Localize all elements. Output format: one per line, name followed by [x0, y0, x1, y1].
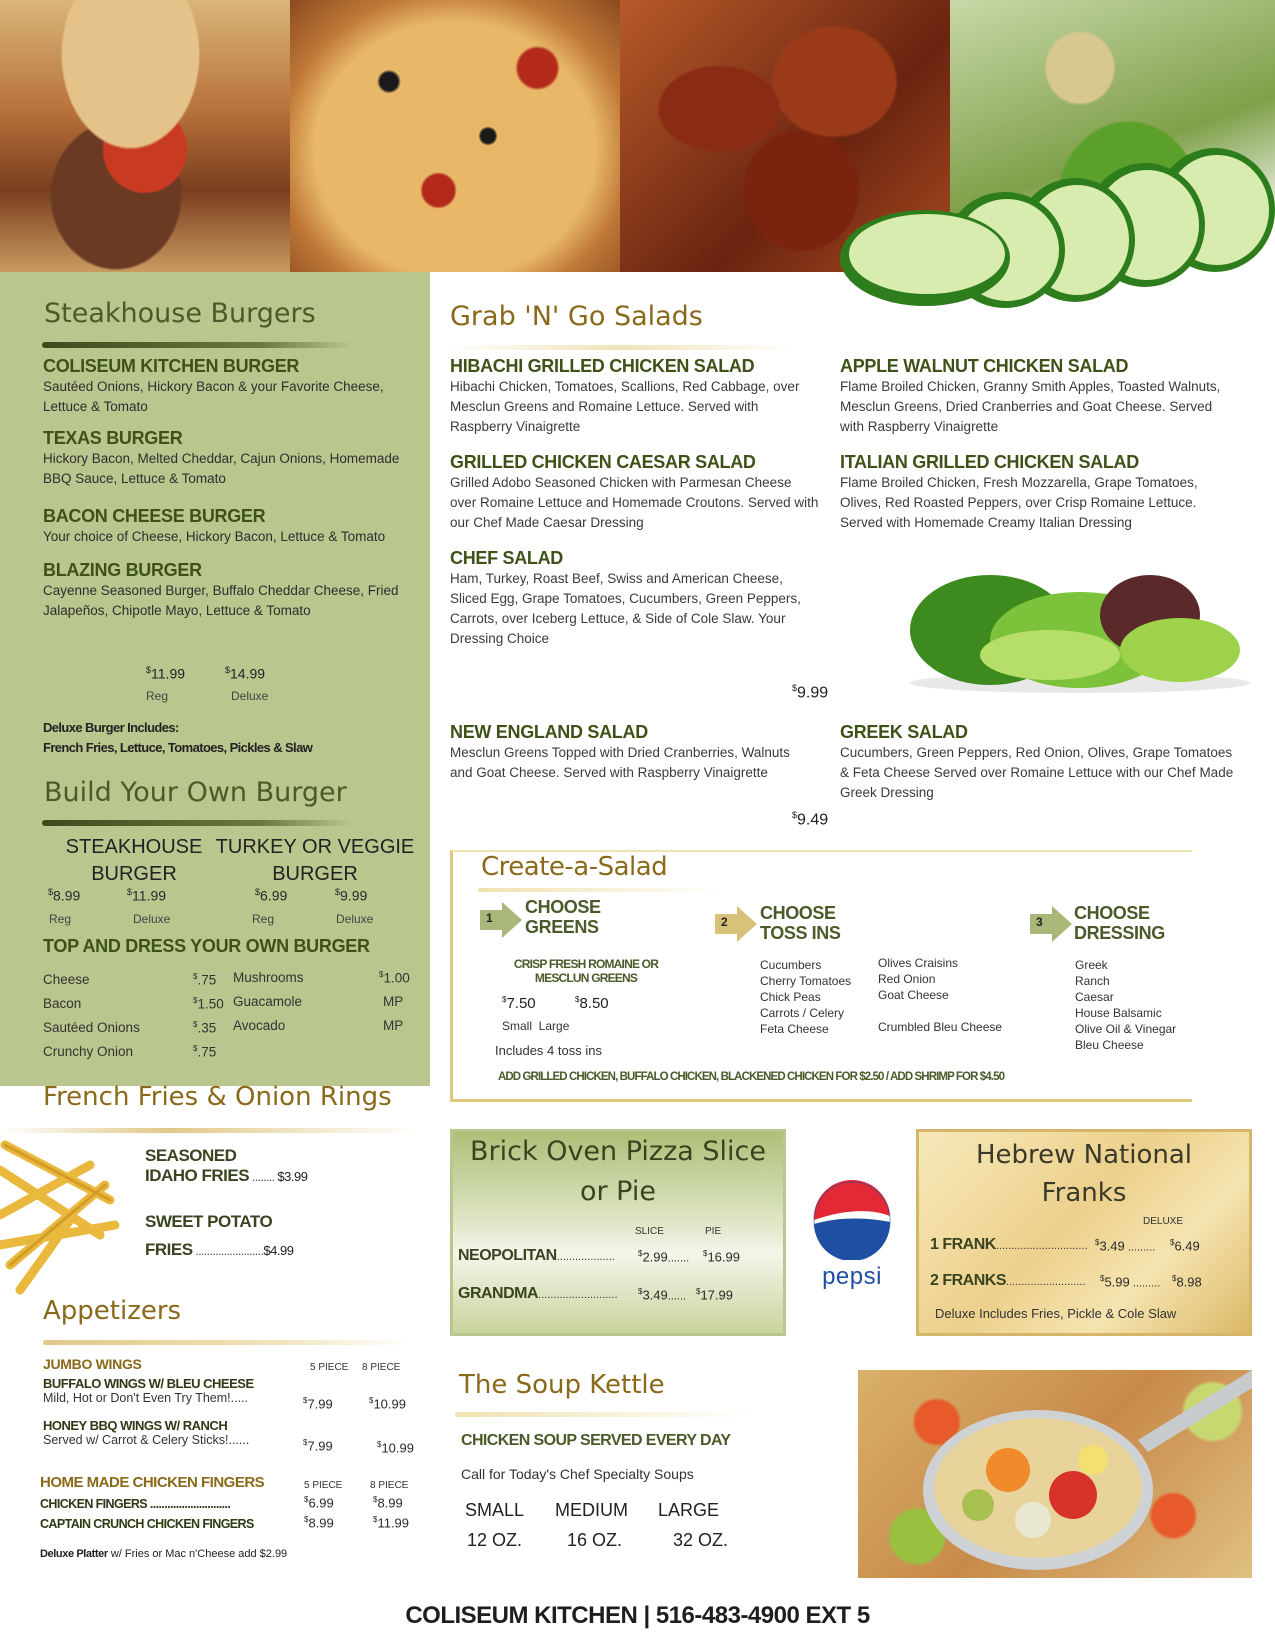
soup-oz: 16 OZ.: [567, 1530, 623, 1550]
step-1-label: [525, 897, 601, 937]
topping-price: 1.50: [197, 996, 224, 1012]
soup-size: MEDIUM: [555, 1500, 628, 1520]
salad-price-1: $9.99: [792, 683, 829, 702]
toss-ins-col2: [878, 955, 1002, 1035]
toss-in-option: Red Onion: [878, 972, 936, 986]
toss-in-option: Feta Cheese: [760, 1022, 829, 1036]
step-2-arrow: [715, 906, 757, 942]
pizza-col-pie: PIE: [705, 1226, 722, 1237]
steakhouse-items: [43, 356, 418, 621]
pizza-name: NEOPOLITAN: [458, 1247, 557, 1264]
topping-name: Sautéed Onions: [43, 1020, 140, 1035]
fries-title: French Fries & Onion Rings: [43, 1082, 392, 1112]
byo-title: Build Your Own Burger: [44, 777, 347, 808]
item-desc: Your choice of Cheese, Hickory Bacon, Lettuce & Tomato: [43, 529, 386, 544]
greens-sizes: Small Large: [502, 1019, 570, 1033]
byo-label-deluxe: Deluxe: [133, 912, 171, 926]
step-3-label: [1074, 903, 1165, 943]
frank-row: 2 FRANKS.......................... $5.99 ......... $8.98: [930, 1272, 1202, 1290]
platter-rest: w/ Fries or Mac n'Cheese add $2.99: [107, 1548, 288, 1560]
col-8-piece: 8 PIECE: [370, 1480, 409, 1491]
dressing-options: [1075, 957, 1176, 1053]
step-number: 3: [1036, 915, 1043, 929]
item-name: HIBACHI GRILLED CHICKEN SALAD: [450, 356, 755, 376]
price-8: 11.99: [377, 1515, 410, 1531]
menu-item: [840, 356, 1235, 452]
item-name: BACON CHEESE BURGER: [43, 506, 266, 526]
pizza-name: GRANDMA: [458, 1285, 539, 1302]
price-value: 7.50: [506, 995, 536, 1012]
greens-small-price: $7.50: [502, 995, 536, 1012]
item-desc: Cucumbers, Green Peppers, Red Onion, Olives, Grape Tomatoes & Feta Cheese Served over Romaine Lettuce with our Chef Made Greek Dressing: [840, 745, 1234, 800]
dressing-option: House Balsamic: [1075, 1006, 1162, 1020]
toss-in-option: Goat Cheese: [878, 988, 949, 1002]
greens-large-price: $8.50: [575, 995, 609, 1012]
wing-item: BUFFALO WINGS W/ BLEU CHEESE Mild, Hot or Don't Even Try Them!..... $7.99 $10.99: [43, 1376, 413, 1416]
soup-oz: 32 OZ.: [673, 1530, 729, 1550]
deluxe-includes-list: French Fries, Lettuce, Tomatoes, Pickles & Slaw: [43, 740, 313, 755]
reg-price: 3.49: [1099, 1238, 1125, 1254]
menu-item: [840, 452, 1235, 533]
item-name: CAPTAIN CRUNCH CHICKEN FINGERS: [40, 1517, 254, 1531]
item-name: CHEF SALAD: [450, 548, 563, 568]
price-8: 8.99: [377, 1495, 403, 1511]
topping-price: .75: [197, 1044, 217, 1060]
topping-name: Mushrooms: [233, 970, 304, 985]
pie-price: 16.99: [707, 1249, 740, 1265]
toss-in-option: Cucumbers: [760, 958, 822, 972]
platter-bold: Deluxe Platter: [40, 1548, 108, 1560]
pizza-row: GRANDMA.......................... $3.49...... $17.99: [458, 1285, 733, 1303]
item-price: $3.99: [277, 1169, 308, 1184]
fries-item-seasoned: SEASONED IDAHO FRIES ........ $3.99: [145, 1146, 308, 1185]
franks-title-line: Franks: [1041, 1178, 1127, 1208]
price-value: 11.99: [132, 887, 167, 904]
frank-name: 1 FRANK: [930, 1236, 996, 1253]
topping-name: Avocado: [233, 1018, 286, 1033]
price-value: 9.99: [340, 887, 368, 904]
dressing-option: Ranch: [1075, 974, 1110, 988]
soup-title-rule: [455, 1412, 755, 1417]
item-desc: Mesclun Greens Topped with Dried Cranberries, Walnuts and Goat Cheese. Served with Raspberry Vinaigrette: [450, 745, 790, 780]
soup-line1: CHICKEN SOUP SERVED EVERY DAY: [461, 1432, 731, 1449]
item-name: BLAZING BURGER: [43, 560, 202, 580]
reg-price: 5.99: [1104, 1274, 1130, 1290]
topping-price: .35: [197, 1020, 217, 1036]
topping-name: Crunchy Onion: [43, 1044, 134, 1059]
soup-title: The Soup Kettle: [459, 1370, 665, 1400]
salads-left-column: [450, 356, 820, 649]
price-value: 8.50: [579, 995, 609, 1012]
item-name: CHICKEN FINGERS ............................: [40, 1497, 231, 1511]
soup-oz: 12 OZ.: [467, 1530, 523, 1550]
step-2-label: [760, 903, 841, 943]
byo-label-deluxe: Deluxe: [336, 912, 374, 926]
price-value: 11.99: [151, 665, 186, 682]
chicken-fingers-title: HOME MADE CHICKEN FINGERS: [40, 1474, 265, 1491]
step-label-line: DRESSING: [1074, 923, 1165, 943]
step-label-line: GREENS: [525, 917, 599, 937]
cucumber-slices-image: [815, 140, 1275, 310]
item-name: ITALIAN GRILLED CHICKEN SALAD: [840, 452, 1139, 472]
byo-c1-deluxe-price: $11.99: [127, 887, 167, 904]
byo-label-reg: Reg: [49, 912, 72, 926]
menu-item: [43, 560, 418, 621]
greens-line: MESCLUN GREENS: [534, 971, 638, 985]
price-5: 6.99: [308, 1495, 334, 1511]
topping-row: Sautéed Onions $.35: [43, 1020, 217, 1036]
toss-ins-col1: [760, 957, 851, 1037]
pizza-photo: [290, 0, 620, 272]
pepsi-globe-icon: [812, 1180, 892, 1260]
menu-item: [43, 428, 418, 506]
dressing-option: Greek: [1075, 958, 1108, 972]
heading-line: STEAKHOUSE: [65, 836, 203, 858]
topping-price: .75: [197, 972, 217, 988]
franks-title-line: Hebrew National: [975, 1140, 1193, 1170]
pizza-title-line: Brick Oven Pizza Slice: [470, 1136, 766, 1167]
item-desc: Sautéed Onions, Hickory Bacon & your Favorite Cheese, Lettuce & Tomato: [43, 379, 384, 414]
create-salad-title: Create-a-Salad: [481, 852, 668, 882]
item-desc: Mild, Hot or Don't Even Try Them!.....: [43, 1391, 248, 1405]
heading-line: BURGER: [272, 863, 358, 885]
pie-price: 17.99: [700, 1287, 733, 1303]
soup-size: SMALL: [465, 1500, 525, 1520]
deluxe-price: 6.49: [1174, 1238, 1200, 1254]
byo-c1-reg-price: $8.99: [48, 887, 81, 904]
heading-line: BURGER: [91, 863, 177, 885]
slice-price: 2.99: [642, 1249, 668, 1265]
item-desc: Hibachi Chicken, Tomatoes, Scallions, Red Cabbage, over Mesclun Greens and Romaine Lettuce. Served with Raspberry Vinaigrette: [450, 379, 800, 434]
toss-in-option: Cherry Tomatoes: [760, 974, 852, 988]
step-3-arrow: [1030, 906, 1072, 942]
step-label-line: CHOOSE: [525, 897, 601, 917]
soup-line2: Call for Today's Chef Specialty Soups: [461, 1466, 694, 1482]
burger-photo: [0, 0, 290, 272]
fries-image: [0, 1125, 120, 1295]
item-desc: Served w/ Carrot & Celery Sticks!......: [43, 1433, 250, 1447]
byo-title-rule: [42, 820, 352, 826]
appetizers-title-rule: [43, 1340, 413, 1345]
deluxe-platter-note: [40, 1548, 287, 1560]
toppings-left: [43, 972, 224, 1068]
price-value: 6.99: [260, 887, 288, 904]
item-name: TEXAS BURGER: [43, 428, 183, 448]
soup-size: LARGE: [658, 1500, 720, 1520]
topping-row: [233, 1018, 413, 1042]
toss-in-option: [878, 1003, 1002, 1019]
topping-price: MP: [383, 994, 404, 1009]
add-protein-line: ADD GRILLED CHICKEN, BUFFALO CHICKEN, BLACKENED CHICKEN FOR $2.50 / ADD SHRIMP FOR $4.50: [498, 1071, 1005, 1083]
franks-title: [916, 1136, 1252, 1212]
create-salad-title-rule: [478, 888, 728, 892]
item-desc: Cayenne Seasoned Burger, Buffalo Cheddar Cheese, Fried Jalapeños, Chipotle Mayo, Lettuce & Tomato: [43, 583, 399, 618]
dressing-option: Olive Oil & Vinegar: [1075, 1022, 1177, 1036]
salads-title: Grab 'N' Go Salads: [450, 301, 703, 332]
price-value: 9.49: [797, 811, 829, 829]
item-name: COLISEUM KITCHEN BURGER: [43, 356, 300, 376]
appetizers-title: Appetizers: [43, 1296, 182, 1326]
pizza-title: [450, 1132, 786, 1212]
fries-item-sweet-potato: SWEET POTATO FRIES ........................$4.99: [145, 1208, 293, 1265]
pizza-col-slice: SLICE: [635, 1226, 664, 1237]
step-label-line: CHOOSE: [760, 903, 836, 923]
menu-item-new-england: [450, 722, 790, 783]
topping-row: Cheese $.75: [43, 972, 217, 988]
item-name-line: IDAHO FRIES: [145, 1166, 250, 1185]
item-desc: Grilled Adobo Seasoned Chicken with Parmesan Cheese over Romaine Lettuce and Homemade Croutons. Served with our Chef Made Caesar Dressing: [450, 475, 819, 530]
franks-col-deluxe: DELUXE: [1143, 1216, 1184, 1227]
byo-col2-heading: [215, 834, 415, 888]
salad-price-2: $9.49: [792, 810, 829, 829]
menu-item: [43, 506, 418, 560]
includes-toss-ins: Includes 4 toss ins: [495, 1043, 602, 1058]
col-5-piece: 5 PIECE: [310, 1362, 349, 1373]
item-desc: Flame Broiled Chicken, Fresh Mozzarella, Grape Tomatoes, Olives, Red Roasted Peppers, over Crisp Romaine Lettuce. Served with Homemade Creamy Italian Dressing: [840, 475, 1198, 530]
item-price: $4.99: [263, 1243, 294, 1258]
topping-row: Bacon $1.50: [43, 996, 224, 1012]
price-value: 8.99: [53, 887, 81, 904]
toss-in-option: Carrots / Celery: [760, 1006, 845, 1020]
steakhouse-title: Steakhouse Burgers: [44, 298, 316, 329]
pepsi-logo: [812, 1180, 892, 1290]
byo-c2-reg-price: $6.99: [255, 887, 288, 904]
item-name: GRILLED CHICKEN CAESAR SALAD: [450, 452, 756, 472]
price-value: 9.99: [797, 684, 829, 702]
item-name: HONEY BBQ WINGS W/ RANCH: [43, 1418, 228, 1433]
soup-photo: [858, 1370, 1252, 1578]
item-name-line: SWEET POTATO: [145, 1212, 273, 1231]
toppings-right: [233, 970, 413, 1042]
step-1-arrow: [480, 902, 522, 938]
item-desc: Flame Broiled Chicken, Granny Smith Apples, Toasted Walnuts, Mesclun Greens, Dried Cranberries and Goat Cheese. Served with Raspberry Vinaigrette: [840, 379, 1221, 434]
franks-note: Deluxe Includes Fries, Pickle & Cole Slaw: [935, 1306, 1177, 1321]
footer-contact: COLISEUM KITCHEN | 516-483-4900 EXT 5: [405, 1602, 870, 1629]
price-8: 10.99: [381, 1440, 414, 1456]
item-name: GREEK SALAD: [840, 722, 968, 742]
price-8: 10.99: [373, 1396, 406, 1412]
dressing-option: Bleu Cheese: [1075, 1038, 1144, 1052]
item-name: APPLE WALNUT CHICKEN SALAD: [840, 356, 1129, 376]
step-label-line: TOSS INS: [760, 923, 841, 943]
col-8-piece: 8 PIECE: [362, 1362, 401, 1373]
deluxe-includes-label: Deluxe Burger Includes:: [43, 720, 179, 735]
byo-col1-heading: [44, 834, 224, 888]
step-number: 2: [721, 915, 728, 929]
greens-choice: [486, 957, 686, 985]
price-value: 14.99: [230, 665, 266, 682]
steakhouse-price-reg: $11.99: [146, 665, 186, 682]
item-name: BUFFALO WINGS W/ BLEU CHEESE: [43, 1376, 254, 1391]
topping-price: MP: [383, 1018, 404, 1033]
topping-row: Crunchy Onion $.75: [43, 1044, 217, 1060]
deluxe-price: 8.98: [1176, 1274, 1202, 1290]
toss-in-option: Chick Peas: [760, 990, 821, 1004]
salads-right-column: [840, 356, 1235, 533]
topping-name: Bacon: [43, 996, 82, 1011]
item-name-line: FRIES: [145, 1240, 193, 1259]
steakhouse-title-rule: [42, 342, 352, 348]
finger-item: CAPTAIN CRUNCH CHICKEN FINGERS $8.99 $11.99: [40, 1515, 410, 1531]
steakhouse-price-deluxe: $14.99: [225, 665, 266, 682]
menu-item: [450, 356, 820, 452]
byo-c2-deluxe-price: $9.99: [335, 887, 368, 904]
step-label-line: CHOOSE: [1074, 903, 1150, 923]
menu-item-greek: [840, 722, 1235, 803]
topping-row: [233, 994, 413, 1018]
price-label-reg: Reg: [146, 689, 169, 703]
heading-line: TURKEY OR VEGGIE: [215, 836, 415, 858]
topping-price: 1.00: [383, 970, 410, 986]
item-name-line: SEASONED: [145, 1146, 237, 1165]
price-5: 8.99: [308, 1515, 334, 1531]
frank-name: 2 FRANKS: [930, 1272, 1007, 1289]
topping-name: Guacamole: [233, 994, 303, 1009]
pizza-title-line: or Pie: [579, 1176, 656, 1207]
menu-item: [450, 452, 820, 548]
toss-in-option: Olives Craisins: [878, 956, 959, 970]
price-5: 7.99: [307, 1438, 333, 1454]
lettuce-image: [900, 555, 1250, 695]
greens-line: CRISP FRESH ROMAINE OR: [513, 957, 659, 971]
pizza-row: NEOPOLITAN................... $2.99....... $16.99: [458, 1247, 740, 1265]
menu-item: [43, 356, 418, 428]
top-and-dress-title: TOP AND DRESS YOUR OWN BURGER: [43, 936, 370, 956]
topping-row: Mushrooms $1.00: [233, 970, 410, 986]
price-5: 7.99: [307, 1396, 333, 1412]
menu-item: [450, 548, 820, 649]
jumbo-wings-title: JUMBO WINGS: [43, 1356, 142, 1372]
wing-item: HONEY BBQ WINGS W/ RANCH Served w/ Carrot & Celery Sticks!...... $7.99 $10.99: [43, 1418, 414, 1456]
byo-label-reg: Reg: [252, 912, 275, 926]
dressing-option: Caesar: [1075, 990, 1114, 1004]
item-desc: Ham, Turkey, Roast Beef, Swiss and American Cheese, Sliced Egg, Grape Tomatoes, Cucumbers, Green Peppers, Carrots, over Iceberg Lettuce, & Side of Cole Slaw. Your Dressing Choice: [450, 571, 801, 646]
step-number: 1: [486, 911, 493, 925]
salads-title-rule: [445, 345, 795, 350]
price-label-deluxe: Deluxe: [231, 689, 269, 703]
item-name: NEW ENGLAND SALAD: [450, 722, 648, 742]
frank-row: 1 FRANK.............................. $3.49 ......... $6.49: [930, 1236, 1200, 1254]
slice-price: 3.49: [642, 1287, 668, 1303]
item-desc: Hickory Bacon, Melted Cheddar, Cajun Onions, Homemade BBQ Sauce, Lettuce & Tomato: [43, 451, 400, 486]
topping-name: Cheese: [43, 972, 90, 987]
toss-in-option: Crumbled Bleu Cheese: [878, 1020, 1003, 1034]
col-5-piece: 5 PIECE: [304, 1480, 343, 1491]
finger-item: CHICKEN FINGERS ............................ $6.99 $8.99: [40, 1495, 403, 1511]
pepsi-wordmark: pepsi: [822, 1263, 882, 1290]
